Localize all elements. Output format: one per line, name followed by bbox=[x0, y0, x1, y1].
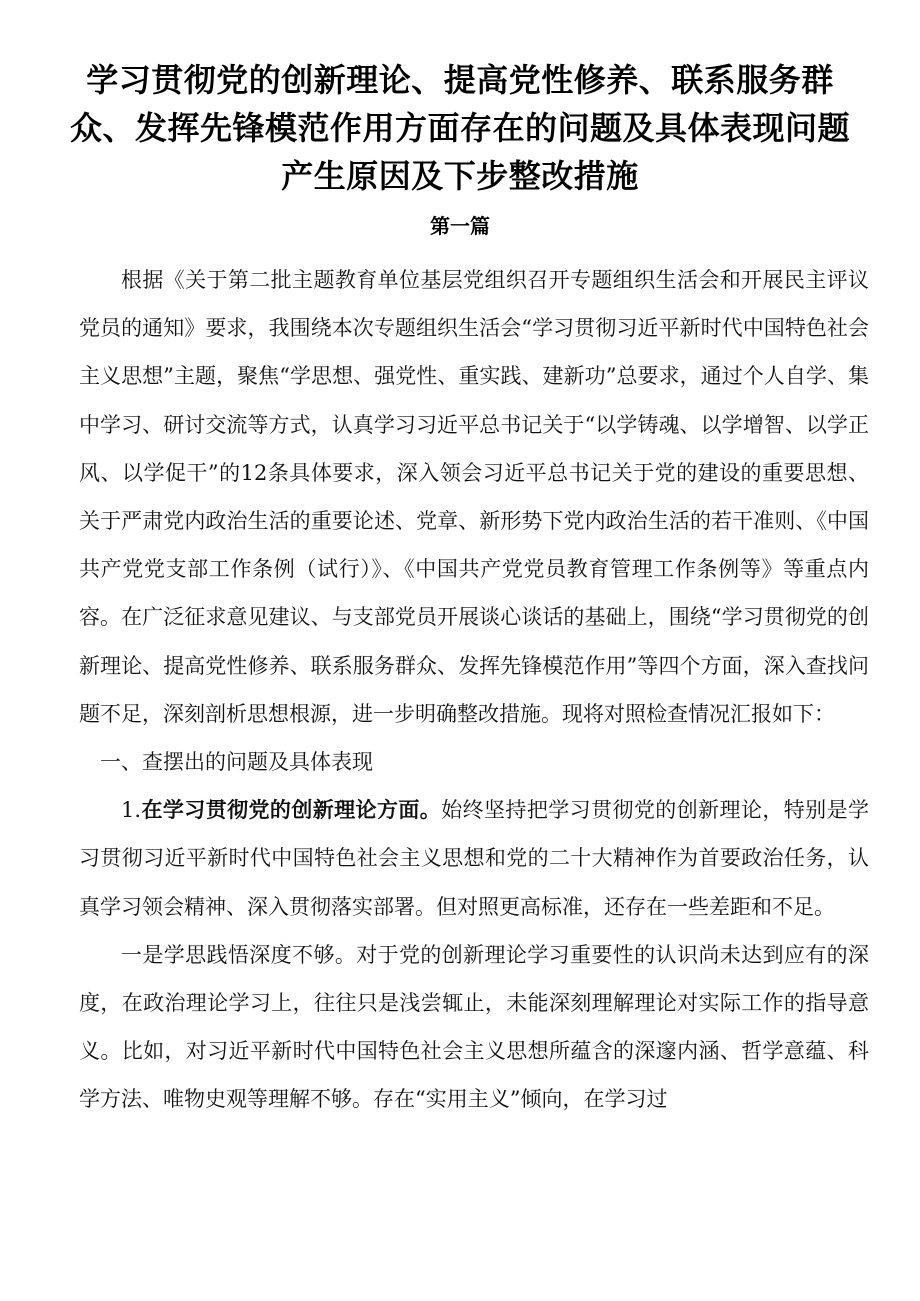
document-title: 学习贯彻党的创新理论、提高党性修养、联系服务群众、发挥先锋模范作用方面存在的问题及具体表现问题产生原因及下步整改措施 bbox=[69, 61, 850, 195]
item-body-text: 始终坚持把学习贯彻党的创新理论，特别是学习贯彻习近平新时代中国特色社会主义思想和党的二十大精神作为首要政治任务，认真学习领会精神、深入贯彻落实部署。但对照更高标准，还存在一些差距和不足。 bbox=[79, 798, 869, 919]
section-heading: 一、查摆出的问题及具体表现 bbox=[100, 750, 373, 775]
section-label: 第一篇 bbox=[430, 214, 490, 238]
document-body bbox=[79, 256, 869, 1124]
item-number: 1. bbox=[121, 798, 142, 823]
item-paragraph bbox=[79, 786, 869, 931]
intro-paragraph: 根据《关于第二批主题教育单位基层党组织召开专题组织生活会和开展民主评议党员的通知》要求，我围绕本次专题组织生活会“学习贯彻习近平新时代中国特色社会主义思想”主题，聚焦“学思想、强党性、重实践、建新功”总要求，通过个人自学、集中学习、研讨交流等方式，认真学习习近平总书记关于“以学铸魂、以学增智、以学正风、以学促干”的12条具体要求，深入领会习近平总书记关于党的建设的重要思想、关于严肃党内政治生活的重要论述、党章、新形势下党内政治生活的若干准则、《中国共产党党支部工作条例（试行）》、《中国共产党党员教育管理工作条例等》等重点内容。在广泛征求意见建议、与支部党员开展谈心谈话的基础上，围绕“学习贯彻党的创新理论、提高党性修养、联系服务群众、发挥先锋模范作用”等四个方面，深入查找问题不足，深刻剖析思想根源，进一步明确整改措施。现将对照检查情况汇报如下： bbox=[79, 268, 869, 726]
item-bold-heading: 在学习贯彻党的创新理论方面。 bbox=[141, 797, 442, 823]
detail-paragraph: 一是学思践悟深度不够。对于党的创新理论学习重要性的认识尚未达到应有的深度，在政治理论学习上，往往只是浅尝辄止，未能深刻理解理论对实际工作的指导意义。比如，对习近平新时代中国特色社会主义思想所蕴含的深邃内涵、哲学意蕴、科学方法、唯物史观等理解不够。存在“实用主义”倾向，在学习过 bbox=[79, 942, 869, 1112]
